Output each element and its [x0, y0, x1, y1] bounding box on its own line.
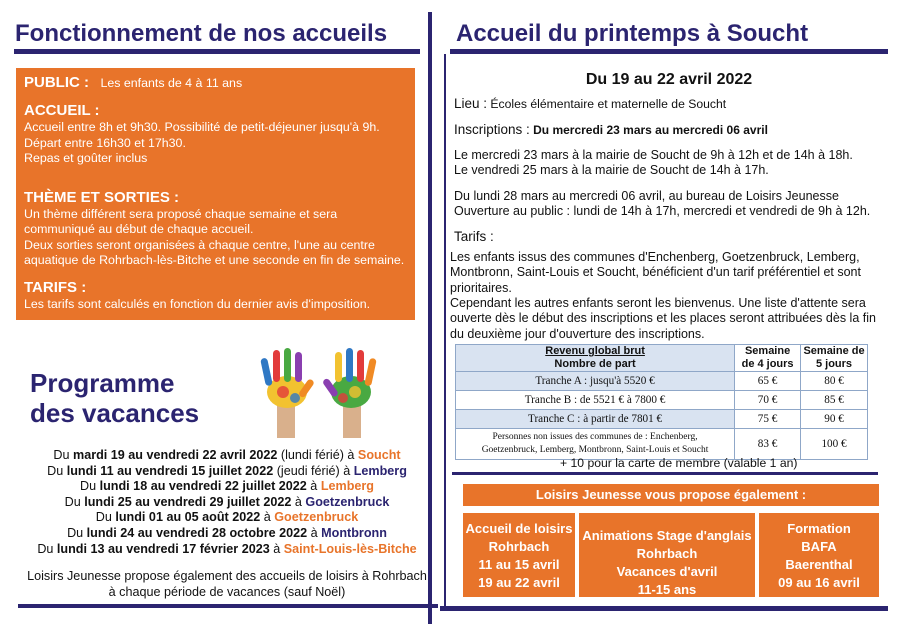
line-dates: lundi 11 au vendredi 15 juillet 2022: [66, 463, 274, 478]
line-prefix: Du: [67, 525, 87, 540]
programme-line: [16, 526, 438, 542]
line-dates: lundi 13 au vendredi 17 février 2023: [56, 541, 270, 556]
programme-footer: Loisirs Jeunesse propose également des accueils de loisirs à Rohrbach: [27, 569, 427, 584]
lieu-text: Écoles élémentaire et maternelle de Soucht: [487, 97, 727, 111]
programme-line: [16, 510, 438, 526]
line-place: Goetzenbruck: [274, 510, 359, 525]
programme-title: [30, 368, 199, 428]
table-row: [456, 372, 868, 391]
card-line: 11 au 15 avril: [478, 557, 560, 572]
programme-list: [16, 448, 438, 600]
info-box: [16, 68, 415, 320]
painted-hands-illustration: [255, 340, 385, 440]
line-mid: à: [306, 479, 321, 494]
line-prefix: Du: [80, 479, 100, 494]
tarifs-line: ouverte dès le début des inscriptions et les places seront attribuées dès la fin: [450, 311, 876, 326]
non-resident-line2: Goetzenbruck, Lemberg, Montbronn, Saint-Louis et Soucht: [481, 445, 709, 455]
mairie-line: Le vendredi 25 mars à la mairie de Soucht de 14h à 17h.: [454, 163, 769, 178]
tarifs-line: Cependant les autres enfants seront les bienvenus. Une liste d'attente sera: [450, 296, 866, 311]
theme-line: Deux sorties seront organisées à chaque centre, l'une au centre: [24, 237, 375, 252]
line-place: Lemberg: [320, 479, 374, 494]
accueil-line: Repas et goûter inclus: [24, 151, 148, 165]
line-place: Soucht: [357, 448, 401, 462]
row-4-jours: 83 €: [735, 429, 801, 460]
line-mid: à: [307, 525, 322, 540]
line-dates: mardi 19 au vendredi 22 avril 2022: [73, 448, 278, 462]
line-mid: (lundi férié) à: [277, 448, 358, 462]
card-accueil-loisirs: [463, 513, 575, 597]
theme-line: aquatique de Rohrbach-lès-Bitche et une seconde en fin de semaine.: [24, 253, 405, 267]
card-line: 11-15 ans: [637, 582, 697, 597]
card-line: Vacances d'avril: [616, 564, 718, 579]
card-line: BAFA: [801, 539, 837, 554]
row-5-jours: 80 €: [801, 372, 868, 391]
header-5-jours: Semaine de 5 jours: [801, 345, 868, 372]
row-5-jours: 90 €: [801, 410, 868, 429]
tarifs-line: du deuxième jour d'ouverture des inscriptions.: [450, 326, 705, 341]
line-prefix: Du: [37, 541, 57, 556]
programme-line: [16, 464, 438, 480]
line-prefix: Du: [47, 463, 67, 478]
tarifs-text: Les tarifs sont calculés en fonction du dernier avis d'imposition.: [24, 296, 371, 311]
right-section-border: [444, 54, 446, 610]
accueil-line: Accueil entre 8h et 9h30. Possibilité de petit-déjeuner jusqu'à 9h.: [24, 120, 380, 134]
line-mid: à: [260, 510, 275, 525]
programme-footer: à chaque période de vacances (sauf Noël): [108, 584, 346, 599]
line-dates: lundi 24 au vendredi 28 octobre 2022: [86, 525, 308, 540]
table-row: [456, 391, 868, 410]
table-header-row: [456, 345, 868, 372]
programme-title-line: Programme: [30, 368, 175, 398]
card-line: Accueil de loisirs: [465, 521, 573, 536]
public-text: Les enfants de 4 à 11 ans: [100, 76, 243, 90]
right-header: Accueil du printemps à Soucht: [456, 20, 809, 47]
card-line: 09 au 16 avril: [778, 575, 860, 590]
line-prefix: Du: [53, 448, 73, 462]
line-place: Saint-Louis-lès-Bitche: [283, 541, 417, 556]
left-header-rule: [14, 49, 420, 54]
header-revenu-line2: Nombre de part: [554, 358, 636, 370]
line-place: Lemberg: [353, 463, 407, 478]
programme-line: [16, 542, 438, 558]
left-hand: [260, 348, 315, 438]
line-place: Montbronn: [321, 525, 387, 540]
left-header: Fonctionnement de nos accueils: [15, 20, 388, 47]
inscriptions-label: Inscriptions :: [454, 122, 530, 138]
tarifs-label: TARIFS :: [24, 278, 87, 296]
row-label: Tranche C : à partir de 7801 €: [456, 410, 735, 429]
table-row: [456, 429, 868, 460]
card-stage-anglais: [579, 513, 755, 597]
card-bafa: [759, 513, 879, 597]
row-4-jours: 65 €: [735, 372, 801, 391]
line-mid: à: [291, 494, 306, 509]
row-label: Tranche A : jusqu'à 5520 €: [456, 372, 735, 391]
bureau-line: Du lundi 28 mars au mercredi 06 avril, au bureau de Loisirs Jeunesse: [454, 188, 839, 203]
theme-line: Un thème différent sera proposé chaque semaine et sera: [24, 206, 338, 221]
theme-line: communiqué au début de chaque accueil.: [24, 222, 254, 236]
row-5-jours: 85 €: [801, 391, 868, 410]
card-line: Animations Stage d'anglais: [582, 528, 752, 543]
programme-line: [16, 495, 438, 511]
line-dates: lundi 25 au vendredi 29 juillet 2022: [84, 494, 292, 509]
accueil-line: Départ entre 16h30 et 17h30.: [24, 135, 186, 150]
tariff-table: [455, 344, 868, 460]
row-5-jours: 100 €: [801, 429, 868, 460]
line-prefix: Du: [95, 510, 116, 525]
theme-label: THÈME ET SORTIES :: [24, 188, 180, 206]
right-hand: [322, 348, 377, 438]
line-mid: (jeudi férié) à: [273, 463, 354, 478]
card-line: Baerenthal: [785, 557, 853, 572]
card-line: Rohrbach: [636, 546, 698, 561]
bureau-line: Ouverture au public : lundi de 14h à 17h, mercredi et vendredi de 9h à 12h.: [454, 204, 871, 219]
loisirs-banner: Loisirs Jeunesse vous propose également :: [463, 484, 879, 506]
tarifs-label-right: Tarifs :: [454, 229, 494, 245]
header-revenu: [456, 345, 735, 372]
public-label: PUBLIC :: [24, 74, 89, 91]
row-4-jours: 75 €: [735, 410, 801, 429]
tarifs-line: Montbronn, Saint-Louis et Soucht, bénéficient d'un tarif préférentiel et sont: [450, 265, 861, 280]
programme-line: [16, 479, 438, 495]
tarifs-line: Les enfants issus des communes d'Enchenberg, Goetzenbruck, Lemberg,: [450, 249, 860, 264]
mairie-line: Le mercredi 23 mars à la mairie de Soucht de 9h à 12h et de 14h à 18h.: [454, 147, 853, 162]
card-line: 19 au 22 avril: [478, 575, 560, 590]
line-place: Goetzenbruck: [305, 494, 390, 509]
tarifs-line: prioritaires.: [450, 280, 512, 295]
programme-title-line: des vacances: [30, 398, 200, 428]
accueil-label: ACCUEIL :: [24, 102, 100, 119]
line-dates: lundi 01 au 05 août 2022: [115, 510, 261, 525]
lieu-label: Lieu :: [454, 96, 488, 111]
header-revenu-line1: Revenu global brut: [545, 345, 645, 357]
row-label-non-resident: [456, 429, 735, 460]
programme-line: [16, 448, 438, 464]
line-mid: à: [269, 541, 284, 556]
row-label: Tranche B : de 5521 € à 7800 €: [456, 391, 735, 410]
card-line: Rohrbach: [488, 539, 550, 554]
inscriptions-text: Du mercredi 23 mars au mercredi 06 avril: [529, 123, 768, 138]
header-4-jours: Semaine de 4 jours: [735, 345, 801, 372]
spring-info: [450, 70, 884, 342]
table-underline: [452, 472, 878, 475]
non-resident-line1: Personnes non issues des communes de : Enchenberg,: [492, 432, 698, 442]
table-row: [456, 410, 868, 429]
bottom-rule-left: [18, 604, 438, 608]
row-4-jours: 70 €: [735, 391, 801, 410]
line-dates: lundi 18 au vendredi 22 juillet 2022: [99, 479, 307, 494]
bottom-rule-right: [440, 606, 888, 611]
right-header-rule: [450, 49, 888, 54]
member-note: + 10 pour la carte de membre (valable 1 an): [560, 456, 798, 470]
spring-dates: Du 19 au 22 avril 2022: [585, 71, 753, 88]
card-line: Formation: [787, 521, 851, 536]
line-prefix: Du: [64, 494, 85, 509]
